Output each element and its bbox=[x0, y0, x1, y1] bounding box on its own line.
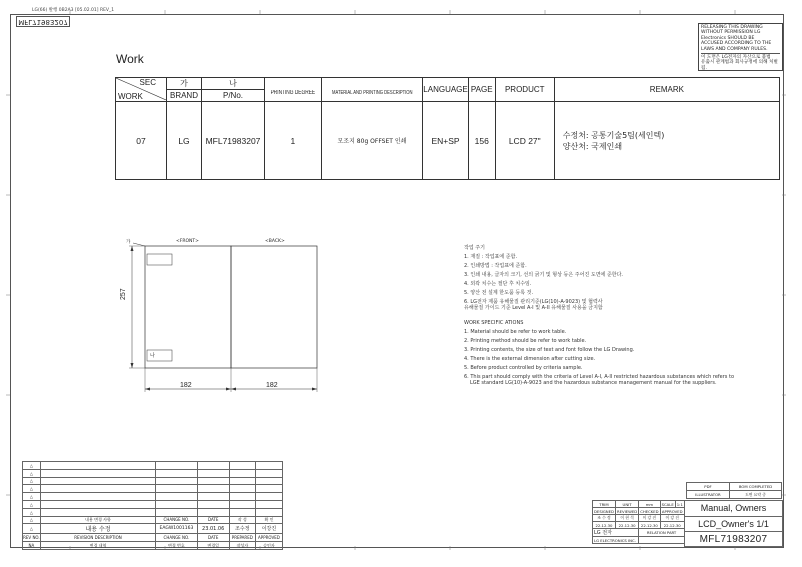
status-block bbox=[686, 482, 782, 499]
work-notes bbox=[464, 244, 734, 388]
design-date: 22.12.30 bbox=[593, 522, 616, 529]
note-ko-item: 3. 인쇄 내용, 글자의 크기, 선의 굵기 및 형상 등은 주어진 도면에 준한다. bbox=[464, 272, 624, 278]
rev-no-ko: NA bbox=[23, 542, 41, 550]
checker-name: 이 강 진 bbox=[639, 515, 660, 522]
designed-label: DESIGNED bbox=[594, 508, 614, 514]
revision-change-no: EAGW1001163 bbox=[156, 524, 197, 534]
warning-line: ACCUSED ACCORDING TO THE bbox=[701, 41, 772, 47]
scale-label: SCALE bbox=[661, 501, 674, 507]
note-en-item: LGE standard LG(10)-A-9023 and the hazardous substance management manual for the suppliers. bbox=[470, 380, 717, 386]
work-label: WORK bbox=[118, 92, 143, 101]
height-dimension: 257 bbox=[120, 288, 127, 300]
rev-change-ko: 변경 번호 bbox=[156, 542, 197, 550]
page-header: PAGE bbox=[468, 78, 495, 102]
reviewer-name: 이 현 석 bbox=[615, 515, 638, 522]
warning-line: WITHOUT PERMISSION LG bbox=[701, 30, 761, 36]
rev-desc-ko: 변경 내역 bbox=[40, 542, 155, 550]
note-ko-item: 1. 재질 : 작업표에 준함. bbox=[464, 254, 518, 260]
product-header: PRODUCT bbox=[495, 78, 554, 102]
rev-appr-ko: 승인자 bbox=[255, 542, 282, 550]
note-en-item: 1. Material should be refer to work table. bbox=[464, 329, 567, 335]
trim-label: TRIM bbox=[593, 501, 616, 508]
sec-label: SEC bbox=[139, 78, 156, 87]
drawing-part-number: MFL71983207 bbox=[699, 534, 768, 545]
warning-line: RELEASING THIS DRAWING bbox=[701, 25, 763, 30]
note-ko-item: 6. LG전자 제품 유해물질 관리기준(LG(10)-A-9023) 및 협력사 bbox=[464, 299, 603, 305]
drawing-title: Manual, Owners bbox=[685, 501, 782, 517]
note-ko-item: 2. 인쇄방법 : 작업표에 준함. bbox=[464, 263, 527, 269]
title-box bbox=[684, 500, 783, 547]
table-row: △ 내용 수정 EAGW1001163 23.01.06 조수정 이강진 bbox=[23, 524, 283, 534]
part-number-mirror: MFL71983207 bbox=[18, 18, 68, 26]
warning-line: LAWS AND COMPANY RULES. bbox=[701, 46, 768, 52]
rev-appr-sub-header: 확 인 bbox=[255, 516, 282, 524]
rev-date-header: DATE bbox=[197, 534, 229, 542]
status-2: 도면 요약 중 bbox=[730, 491, 782, 499]
revision-prepared: 조수정 bbox=[229, 524, 255, 534]
approval-block bbox=[592, 500, 685, 544]
section-title: Work bbox=[116, 52, 144, 66]
revision-table: △ △ △ △ △ △ △ △ 내용 변경 사항 CHANGE NO. DATE 작 성 확 인 △ 내용 수정 EAGW1001163 23.01.06 조수정 이강진 REV NO. REVISION DESCRIPTION CHANGE NO. DATE PREPARED APPROVED NA 변경 내역 변경 번호 변경일 작성자 승인자 bbox=[22, 461, 283, 550]
check-date: 22.12.30 bbox=[639, 522, 660, 529]
rev-no-header: REV NO. bbox=[23, 535, 40, 541]
part-number-mirror-box bbox=[16, 16, 70, 27]
rev-change-header: CHANGE NO. bbox=[156, 534, 197, 542]
printing-degree-header bbox=[265, 78, 322, 102]
material-label: MATERIAL AND PRINTING DESCRIPTION bbox=[331, 89, 413, 96]
na-box-label: 나 bbox=[150, 353, 155, 359]
remark-value bbox=[554, 102, 779, 180]
relation-part-label: RELATION PART bbox=[639, 529, 685, 537]
rev-change-sub-header: CHANGE NO. bbox=[156, 516, 197, 524]
brand-header: BRAND bbox=[167, 90, 202, 102]
ga-callout: 가 bbox=[126, 240, 131, 245]
rev-date-ko: 변경일 bbox=[197, 542, 229, 550]
note-en-item: 5. Before product controlled by criteria sample. bbox=[464, 365, 583, 371]
rev-desc-header: REVISION DESCRIPTION bbox=[40, 534, 155, 542]
note-en-item: 6. This part should comply with the criteria of Level A-I, A-II restricted hazardous substances which refers to bbox=[464, 374, 735, 380]
revision-date: 23.01.06 bbox=[197, 524, 229, 534]
approver-name: 이 강 진 bbox=[660, 515, 684, 522]
remark-header: REMARK bbox=[554, 78, 779, 102]
warning-box bbox=[698, 23, 783, 71]
notes-ko-title: 작업 주기 bbox=[464, 245, 485, 251]
note-en-item: 3. Printing contents, the size of text and font follow the LG Drawing. bbox=[464, 347, 635, 353]
status-1: BOM COMPLETED bbox=[730, 483, 782, 491]
table-row bbox=[116, 102, 780, 180]
revision-approved: 이강진 bbox=[255, 524, 282, 534]
checked-label: CHECKED bbox=[640, 508, 659, 514]
work-table bbox=[115, 77, 780, 180]
width-right-dimension: 182 bbox=[266, 382, 278, 389]
note-en-item: 2. Printing method should be refer to work table. bbox=[464, 338, 587, 344]
reviewed-label: REVIEWED bbox=[616, 508, 638, 514]
company-division: LG ELECTRONICS INC. bbox=[593, 537, 639, 544]
review-date: 22.12.30 bbox=[615, 522, 638, 529]
warning-line-ko: 이 도면은 LG전자의 자산으로 불법 bbox=[701, 55, 771, 61]
illustrator-label: ILLUSTRATOR bbox=[687, 491, 730, 499]
brand-value: LG bbox=[167, 102, 202, 180]
unit-value: mm bbox=[639, 501, 660, 508]
rev-prep-sub-header: 작 성 bbox=[229, 516, 255, 524]
drawing-subtitle: LCD_Owner's 1/1 bbox=[685, 517, 782, 532]
warning-text bbox=[699, 24, 782, 72]
warning-line-ko: 유출시 관계법과 회사규정에 의해 처벌됨. bbox=[701, 60, 778, 71]
language-value: EN+SP bbox=[423, 102, 468, 180]
unit-label: UNIT bbox=[615, 501, 638, 508]
company-name: LG 전자 bbox=[593, 529, 639, 537]
rev-date-sub-header: DATE bbox=[197, 516, 229, 524]
page-value: 156 bbox=[468, 102, 495, 180]
material-header bbox=[321, 78, 423, 102]
note-ko-item: 4. 외곽 치수는 절단 후 치수임. bbox=[464, 281, 532, 287]
revision-description: 내용 수정 bbox=[40, 524, 155, 534]
col-na: 나 bbox=[202, 78, 265, 90]
warning-line: Electronics SHOULD BE bbox=[701, 35, 755, 41]
note-en-item: 4. There is the external dimension after cutting size. bbox=[464, 356, 596, 362]
designer-name: 조 수 정 bbox=[593, 515, 616, 522]
front-label: <FRONT> bbox=[176, 239, 199, 244]
width-left-dimension: 182 bbox=[180, 382, 192, 389]
rev-approved-header: APPROVED bbox=[255, 534, 282, 542]
approve-date: 22.12.30 bbox=[660, 522, 684, 529]
work-value: 07 bbox=[116, 102, 167, 180]
col-ga: 가 bbox=[167, 78, 202, 90]
scale-value: 1:1 bbox=[676, 501, 683, 507]
note-ko-item: 유해물질 가이드 기준 Level A-I 및 A-II 유해물질 사용을 금지함 bbox=[464, 305, 603, 311]
rev-prep-ko: 작성자 bbox=[229, 542, 255, 550]
sec-work-header bbox=[116, 78, 167, 102]
notes-en-title: WORK SPECIFIC ATIONS bbox=[464, 320, 524, 326]
language-header: LANGUAGE bbox=[423, 78, 468, 102]
note-ko-item: 5. 양산 전 설계 한도품 등록 것. bbox=[464, 290, 534, 296]
booklet-drawing bbox=[115, 240, 320, 395]
material-value: 모조지 80g OFFSET 인쇄 bbox=[321, 102, 423, 180]
product-value: LCD 27" bbox=[495, 102, 554, 180]
rev-prepared-header: PREPARED bbox=[229, 534, 255, 542]
approved-label: APPROVED bbox=[661, 508, 683, 514]
remark-line: 수정처: 공통기술5팀(세인텍) bbox=[562, 130, 665, 140]
revision-small-label: 내용 변경 사항 bbox=[40, 516, 155, 524]
pdf-label: PDF bbox=[687, 483, 730, 491]
printing-degree-label: PRINTING DEGREE bbox=[270, 89, 316, 96]
doc-code: LG(66) 발행 0B2A3 [05.02.01] REV_1 bbox=[32, 8, 115, 13]
remark-line: 양산처: 국제인쇄 bbox=[562, 141, 623, 151]
pno-value: MFL71983207 bbox=[202, 102, 265, 180]
back-label: <BACK> bbox=[265, 239, 285, 244]
printing-degree-value: 1 bbox=[265, 102, 322, 180]
pno-header: P/No. bbox=[202, 90, 265, 102]
